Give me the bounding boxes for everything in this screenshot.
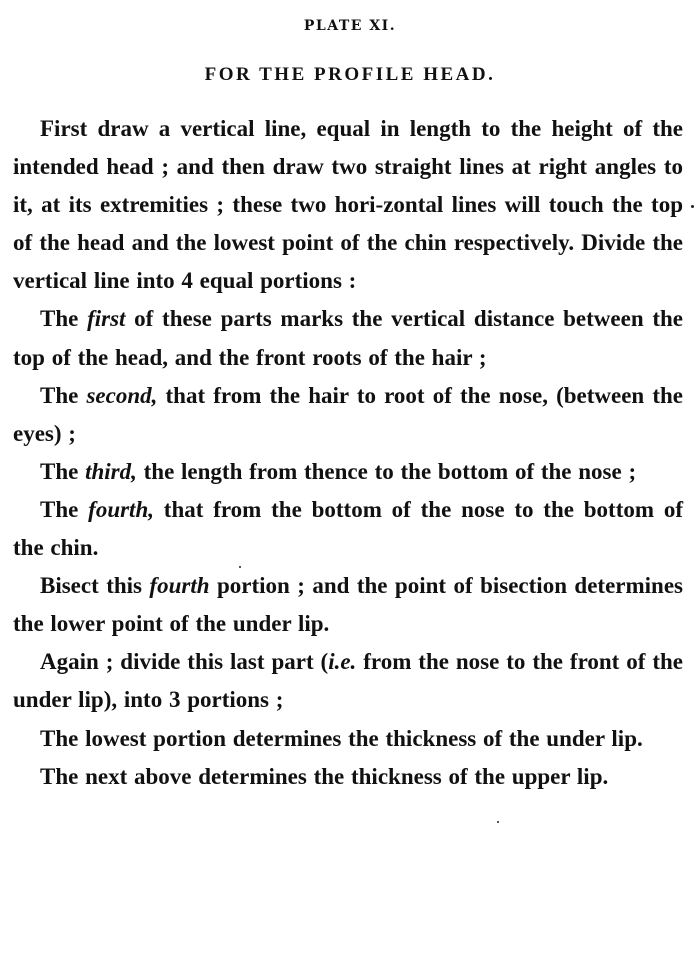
print-speck	[691, 205, 694, 208]
text-run: portion ; and the point of bisection determines the lower point of the under lip.	[13, 573, 683, 637]
plate-heading: PLATE XI.	[303, 18, 397, 34]
paragraph-first-part	[13, 300, 683, 376]
italic-term: second,	[86, 382, 158, 408]
text-run: The	[40, 382, 87, 408]
italic-term: first	[87, 306, 126, 332]
text-run: that from the hair to root of the nose, (between the eyes) ;	[13, 382, 684, 446]
paragraph-intro	[13, 110, 683, 300]
print-speck	[239, 566, 241, 568]
text-run: The	[40, 496, 89, 522]
print-speck	[497, 821, 499, 823]
paragraph-second-part	[13, 377, 683, 453]
text-run: The	[40, 458, 86, 484]
text-run: The	[40, 306, 88, 332]
paragraph-next-above	[13, 758, 683, 796]
text-run: that from the bottom of the nose to the bottom of the chin.	[13, 496, 684, 561]
paragraph-lowest-portion	[13, 720, 683, 758]
italic-term: fourth,	[88, 496, 154, 522]
section-subtitle: FOR THE PROFILE HEAD.	[204, 64, 496, 85]
body-text	[13, 110, 683, 796]
text-run: of these parts marks the vertical distance between the top of the head, and the front roots of the hair ;	[13, 306, 684, 370]
text-run: the length from thence to the bottom of the nose ;	[136, 458, 637, 484]
paragraph-fourth-part	[13, 491, 683, 567]
italic-term: third,	[85, 458, 137, 484]
text-run: The lowest portion determines the thickness of the under lip.	[40, 725, 643, 751]
text-run: The next above determines the thickness of the upper lip.	[40, 763, 609, 789]
text-run: Again ; divide this last part (	[40, 649, 329, 675]
paragraph-bisect	[13, 567, 683, 643]
text-run: First draw a vertical line, equal in length to the height of the intended head ; and then draw two straight lines at right angles to it, at its extremities ; these two hori-zontal lines will touch the top of the head and the lowest point of the chin respectively. Divide the vertical line into 4 equal portions :	[13, 116, 683, 294]
text-run: Bisect this	[40, 573, 150, 599]
italic-term: i.e.	[328, 649, 357, 675]
italic-term: fourth	[149, 573, 210, 599]
text-run: from the nose to the front of the under lip), into 3 portions ;	[13, 649, 683, 713]
paragraph-third-part	[13, 453, 683, 491]
paragraph-again-divide	[13, 643, 683, 719]
